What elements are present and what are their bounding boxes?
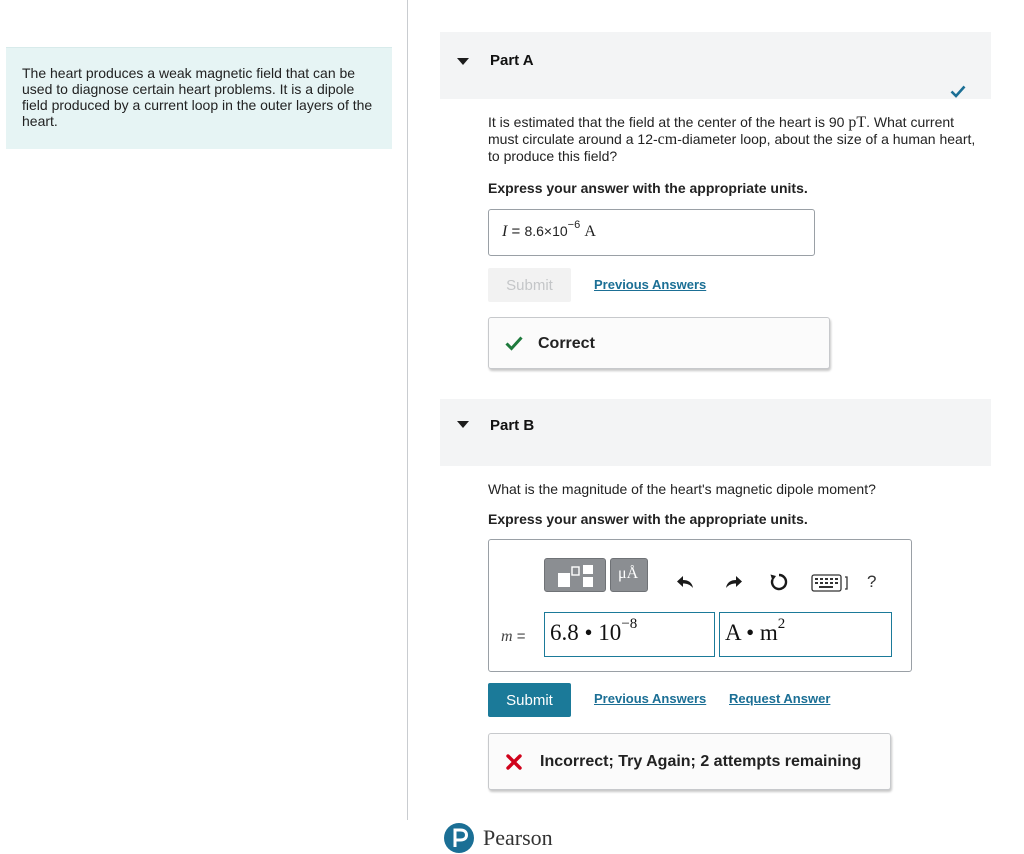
panel-divider <box>407 0 408 820</box>
part-b-previous-answers-link[interactable]: Previous Answers <box>594 691 707 706</box>
part-a-instruction: Express your answer with the appropriate units. <box>488 180 808 196</box>
templates-button[interactable] <box>544 558 606 592</box>
part-b-instruction: Express your answer with the appropriate units. <box>488 511 808 527</box>
caret-down-icon[interactable] <box>457 58 469 65</box>
part-a-answer-field[interactable] <box>488 209 815 256</box>
part-a-title: Part A <box>490 52 534 69</box>
units-button-label: μÅ <box>618 565 639 582</box>
templates-icon <box>557 564 595 588</box>
request-answer-link[interactable]: Request Answer <box>729 691 831 706</box>
part-b-title: Part B <box>490 417 535 434</box>
part-a-header[interactable] <box>440 32 991 99</box>
feedback-incorrect-text: Incorrect; Try Again; 2 attempts remaining <box>540 753 862 770</box>
pearson-logo-icon <box>444 823 474 853</box>
value-input[interactable] <box>544 612 715 657</box>
undo-icon[interactable] <box>675 571 697 593</box>
problem-intro <box>6 47 392 149</box>
answer-variable-label: m = <box>501 628 526 645</box>
units-input[interactable] <box>719 612 892 657</box>
part-b-submit-button[interactable]: Submit <box>488 683 571 717</box>
unit-base: A • m <box>725 620 778 645</box>
part-b-feedback-box <box>488 733 891 790</box>
help-icon[interactable]: ? <box>867 572 877 591</box>
answer-unit: A <box>584 223 596 240</box>
caret-down-icon[interactable] <box>457 421 469 428</box>
answer-equals: = <box>507 223 525 240</box>
answer-variable: I <box>502 223 508 240</box>
reset-icon[interactable] <box>768 571 790 593</box>
part-a-feedback-box <box>488 317 830 369</box>
correct-check-icon <box>505 336 523 351</box>
value-exponent: −8 <box>621 616 638 633</box>
units-button[interactable] <box>610 558 648 592</box>
part-b-header[interactable] <box>440 399 991 466</box>
unit-exponent: 2 <box>777 616 786 633</box>
value-mantissa: 6.8 • 10 <box>550 620 622 645</box>
completed-check-icon <box>950 85 966 98</box>
feedback-correct-text: Correct <box>538 335 595 352</box>
keyboard-icon[interactable] <box>811 574 851 592</box>
part-b-question: What is the magnitude of the heart's magnetic dipole moment? <box>488 481 876 497</box>
intro-text: The heart produces a weak magnetic field that can be used to diagnose certain heart problems. It is a dipole field produced by a current loop in the outer layers of the heart. <box>22 65 373 129</box>
math-editor <box>488 539 912 672</box>
part-a-submit-button[interactable]: Submit <box>488 268 571 302</box>
incorrect-x-icon <box>506 754 522 770</box>
redo-icon[interactable] <box>722 571 744 593</box>
answer-mantissa: 8.6×10 <box>524 223 568 239</box>
part-a-question: It is estimated that the field at the center of the heart is 90 pT. What current must circulate around a 12-cm-diameter loop, about the size of a human heart, to produce this field? <box>488 114 976 164</box>
part-a-previous-answers-link[interactable]: Previous Answers <box>594 277 707 292</box>
answer-exponent: −6 <box>567 219 581 231</box>
pearson-brand-text: Pearson <box>483 825 553 850</box>
